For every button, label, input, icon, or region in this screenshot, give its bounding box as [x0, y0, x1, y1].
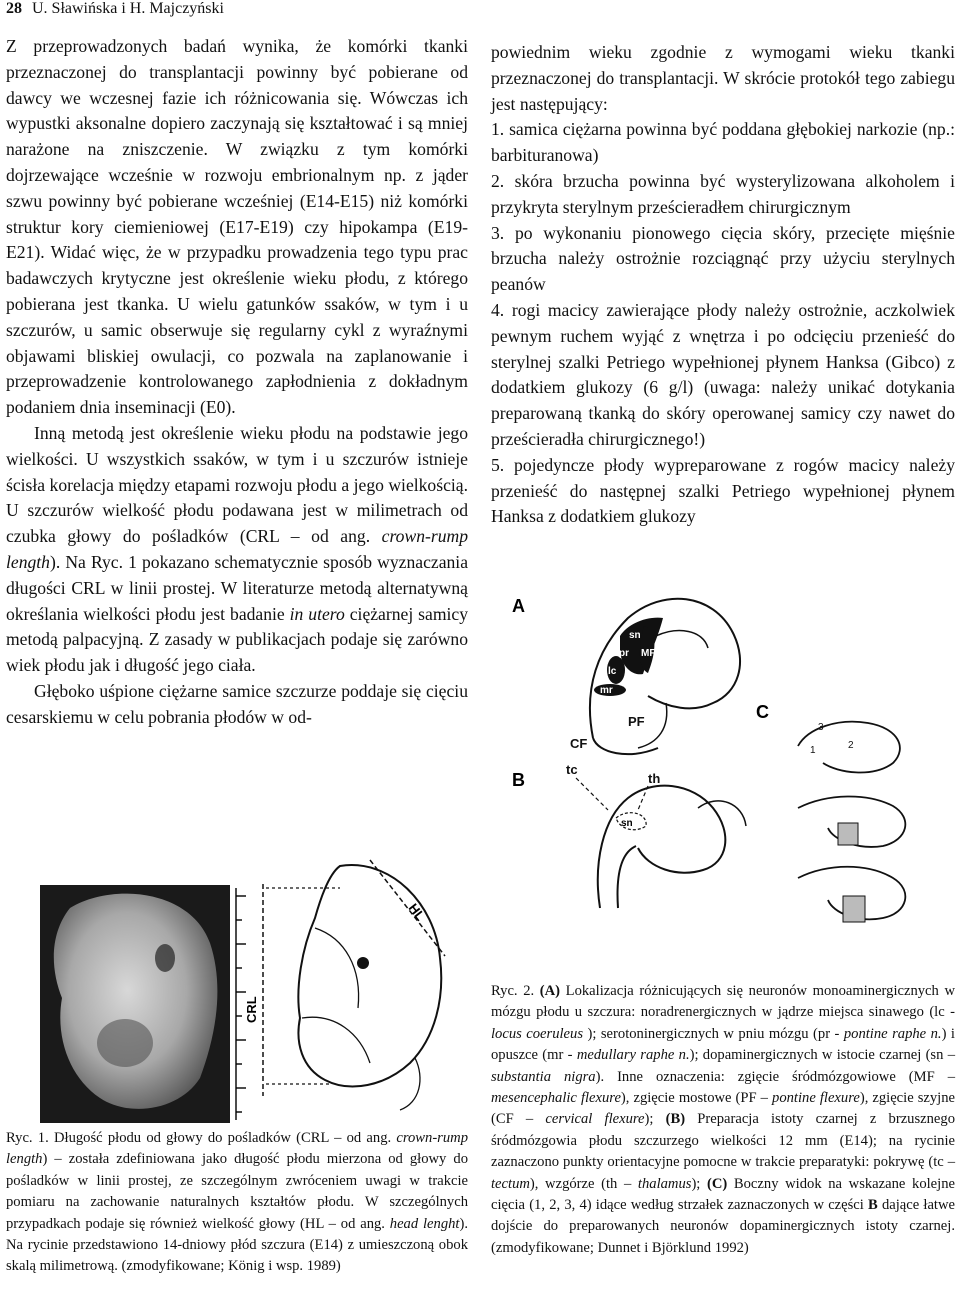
caption-2-italic-pontine-raphe: pontine raphe n. [843, 1025, 942, 1042]
caption-2-part-21: ), wzgórze (th – [529, 1175, 638, 1192]
caption-1-italic-crown-rump: crown-rump length [6, 1130, 468, 1168]
paragraph-2-italic-crown-rump: crown-rump length [6, 526, 468, 572]
figure-2 [498, 578, 960, 973]
cut-1: 1 [810, 745, 816, 756]
figure-1 [40, 848, 468, 1123]
caption-2-italic-mesencephalic: mesencephalic flexure [491, 1090, 621, 1107]
caption-1-part-3: ) – została zdefiniowana jako długość płodu mierzona od głowy do pośladków w linii prostej, ze szczególnym zwróceniem uwagi w trakcie pomiaru na zachowanie naturalnych kształtów płodu. W szczególnych przypadkach podaje się również wielkość głowy (HL – od ang. [6, 1151, 468, 1232]
panel-b-drawing [598, 786, 746, 908]
caption-2-part-25: Boczny widok na wskazane kolejne cięcia (1, 2, 3, 4) idące według strzałek zaznaczonych w części [491, 1175, 955, 1214]
figure-1-image [40, 848, 468, 1123]
paragraph-2-text-a: Inną metodą jest określenie wieku płodu na podstawie jego wielkości. U wszystkich ssaków, w tym i u szczurów istnieje ścisła korelacja między etapami rozwoju płodu a jego wielkością. U szczurów wielkość płodu podawana jest w milimetrach od czubka głowy do pośladków (CRL – od ang. [6, 422, 468, 547]
label-sn-b: sn [621, 818, 633, 829]
hl-label: HL [405, 900, 429, 924]
caption-2-part-9: ); dopaminergicznych w istocie czarnej (sn – [689, 1047, 955, 1064]
caption-2-part-27: dające łatwe dojście do preparowanych neuronów dopaminergicznych istoty czarnej. (zmodyfikowane; Dunnet i Björklund 1992) [491, 1197, 955, 1256]
panel-c-numbers [810, 722, 854, 837]
caption-2-part-17: ); [644, 1111, 666, 1128]
protocol-step-1: 1. samica ciężarna powinna być poddana głębokiej narkozie (np.: barbituranowa) [491, 119, 955, 166]
caption-2-part-19: Preparacja istoty czarnej z brzusznego śródmózgowia płodu szczurzego wielkości 12 mm (E14); na rycinie zaznaczono punkty orientacyjne pomocne w trakcie preparatyki: pokrywę (tc – [491, 1111, 955, 1171]
header-authors: U. Sławińska i H. Majczyński [32, 0, 224, 17]
label-tc: tc [566, 762, 578, 777]
caption-2-part-15: ), zgięcie szyjne (CF – [491, 1090, 956, 1128]
figure-1-caption [6, 1128, 468, 1278]
caption-2-italic-medullary: medullary raphe n. [576, 1047, 690, 1064]
caption-1-part-1: Ryc. 1. Długość płodu od głowy do pośladków (CRL – od ang. [6, 1130, 397, 1146]
protocol-step-4: 4. rogi macicy zawierające płody należy ostrożnie, aczkolwiek pewnym ruchem wyjąć z wnętrza i po odcięciu przenieść do sterylnej szalki Petriego wypełnionej płynem Hanksa (Gibco) z dodatkiem glukozy (6 g/l) (uwaga: należy unikać dotykania preparowaną tkanką do skóry operowanej samicy czy nawet do prześcieradła chirurgicznego!) [491, 299, 955, 449]
protocol-step-3: 3. po wykonaniu pionowego cięcia skóry, przecięte mięśnie brzucha należy ostrożnie rozciągnąć przy użyciu sterylnych peanów [491, 222, 955, 295]
paragraph-2 [6, 421, 468, 679]
caption-2-italic-locus: locus coeruleus [491, 1025, 584, 1042]
caption-2-part-23: ); [691, 1175, 707, 1192]
left-column [6, 34, 468, 731]
panel-b-label: B [512, 770, 525, 790]
caption-1-italic-head-lenght: head lenght [389, 1215, 460, 1232]
label-lc: lc [608, 666, 617, 677]
page-number: 28 [6, 0, 22, 17]
panel-a-label: A [512, 596, 525, 616]
label-pf: PF [628, 714, 645, 729]
label-mf: MF [641, 648, 656, 659]
label-sn: sn [629, 630, 641, 641]
cut-3: 3 [818, 722, 824, 733]
figure-2-image [498, 578, 960, 973]
paragraph-1: Z przeprowadzonych badań wynika, że komórki tkanki przeznaczonej do transplantacji powinny być pobierane od dawcy we wczesnej fazie ich różnicowania się. Wówczas ich wypustki aksonalne dopiero zaczynają się kształtować i są mniej narażone na zniszczenie. W związku z tym komórki dojrzewające wcześnie w rozwoju embrionalnym np. z jąder szwu powinny być pobierane wcześniej (E14-E15) niż komórki struktur kory ciemieniowej (E17-E19) czy hipokampa (E19-E21). Widać więc, że w przypadku prowadzenia tego typu prac badawczych krytyczne jest określenie wieku płodu, z którego pobierana jest tkanka. U wielu gatunków ssaków, w tym i u szczurów, u samic obserwuje się regularny cykl z wyraźnymi objawami bliskiej owulacji, co pozwala na zaplanowanie i przeprowadzenie kontrolowanego zapłodnienia z dokładnym podaniem dnia inseminacji (E0). [6, 36, 468, 418]
label-th: th [648, 771, 661, 786]
caption-2-part-5: ); serotoninergicznych w pniu mózgu (pr - [583, 1025, 844, 1042]
paragraph-2-italic-in-utero: in utero [289, 603, 345, 624]
label-pr: pr [619, 648, 629, 659]
paragraph-3: Głęboko uśpione ciężarne samice szczurze poddaje się cięciu cesarskiemu w celu pobrania płodów w od- [6, 680, 468, 727]
caption-2-part-1: Ryc. 2. [491, 983, 540, 999]
caption-2-bold-b-ref: B [868, 1197, 878, 1214]
caption-2-part-7: ) i opuszce (mr - [491, 1025, 955, 1064]
protocol-step-2: 2. skóra brzucha powinna być wysterylizowana alkoholem i przykryta sterylnym prześcieradłem chirurgicznym [491, 170, 955, 217]
caption-2-italic-thalamus: thalamus [637, 1175, 692, 1192]
panel-c-label: C [756, 702, 769, 722]
protocol-intro: powiednim wieku zgodnie z wymogami wieku tkanki przeznaczonej do transplantacji. W skrócie protokół tego zabiegu jest następujący: [491, 42, 955, 114]
caption-2-bold-c: (C) [707, 1175, 728, 1192]
crl-label: CRL [244, 996, 259, 1023]
caption-2-italic-pontine-flexure: pontine flexure [772, 1090, 860, 1107]
embryo-photo [54, 894, 218, 1109]
caption-2-bold-b: (B) [665, 1111, 686, 1128]
caption-2-italic-cervical: cervical flexure [545, 1111, 645, 1128]
cut-2: 2 [848, 740, 854, 751]
paragraph-2-text-c: ). Na Ryc. 1 pokazano schematycznie sposób wyznaczania długości CRL w linii prostej. W literaturze metodą alternatywną określania wielkości płodu jest badanie [6, 551, 468, 624]
protocol-step-5: 5. pojedyncze płody wypreparowane z rogów macicy należy przenieść do następnej szalki Petriego wypełnionej płynem Hanksa z dodatkiem glukozy [491, 454, 955, 527]
label-mr: mr [600, 685, 613, 696]
caption-2-italic-substantia: substantia nigra [491, 1068, 596, 1085]
paragraph-2-text-e: ciężarnej samicy metodą palpacyjną. Z zasady w publikacjach podaje się zarówno wiek płodu jak i długość jego ciała. [6, 603, 468, 676]
caption-2-part-3: Lokalizacja różnicujących się neuronów monoaminergicznych w mózgu płodu u szczura: noradrenergicznych w jądrze miejsca sinawego (lc - [491, 983, 955, 1021]
schematic-eye [357, 957, 369, 969]
right-column [491, 40, 955, 530]
caption-2-part-11: ). Inne oznaczenia: zgięcie śródmózgowiowe (MF – [595, 1068, 955, 1085]
running-header [6, 0, 224, 18]
caption-1-part-5: ). Na rycinie przedstawiono 14-dniowy płód szczura (E14) z umieszczoną obok skalą milimetrową. (zmodyfikowane; König i wsp. 1989) [6, 1215, 468, 1275]
figure-2-caption [491, 981, 955, 1259]
label-cf: CF [570, 736, 588, 751]
caption-2-bold-a: (A) [539, 983, 561, 999]
crl-schematic [298, 865, 441, 1110]
caption-2-italic-tectum: tectum [491, 1175, 530, 1192]
caption-2-part-13: ), zgięcie mostowe (PF – [620, 1090, 773, 1107]
